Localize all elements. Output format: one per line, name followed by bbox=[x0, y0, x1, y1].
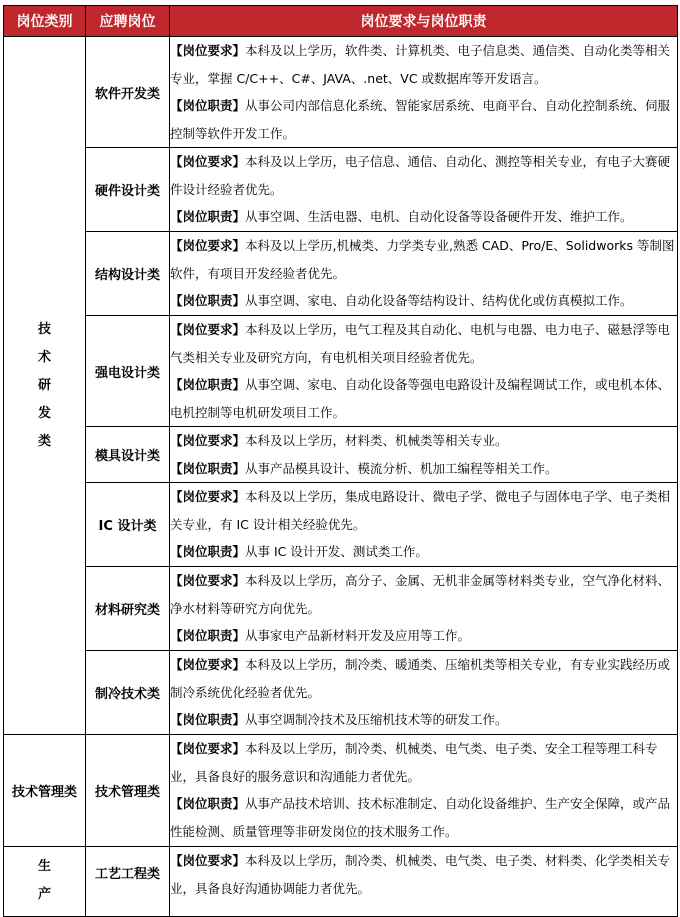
requirement-text: 【岗位要求】本科及以上学历，制冷类、暖通类、压缩机类等相关专业，有专业实践经历或制冷系统优化经验者优先。 bbox=[170, 657, 671, 700]
details-cell bbox=[170, 847, 678, 917]
category-cell bbox=[4, 847, 86, 917]
duty-tag: 【岗位职责】 bbox=[170, 628, 246, 643]
duty-text: 【岗位职责】从事空调、家电、自动化设备等强电电路设计及编程调试工作，或电机本体、电机控制等电机研发项目工作。 bbox=[170, 377, 671, 420]
duty-tag: 【岗位职责】 bbox=[170, 377, 246, 392]
header-details: 岗位要求与岗位职责 bbox=[170, 6, 678, 37]
requirement-text: 【岗位要求】本科及以上学历，软件类、计算机类、电子信息类、通信类、自动化类等相关专业，掌握 C/C++、C#、JAVA、.net、VC 或数据库等开发语言。 bbox=[170, 43, 671, 86]
duty-text: 【岗位职责】从事 IC 设计开发、测试类工作。 bbox=[170, 544, 428, 559]
duty-text: 【岗位职责】从事产品模具设计、模流分析、机加工编程等相关工作。 bbox=[170, 460, 558, 476]
details-cell bbox=[170, 427, 678, 483]
duty-tag: 【岗位职责】 bbox=[170, 209, 246, 224]
position-cell: 软件开发类 bbox=[86, 37, 170, 148]
category-label: 技术研发类 bbox=[37, 321, 51, 449]
duty-tag: 【岗位职责】 bbox=[170, 712, 246, 727]
details-cell bbox=[170, 735, 678, 847]
position-cell: 技术管理类 bbox=[86, 735, 170, 847]
requirement-tag: 【岗位要求】 bbox=[170, 322, 246, 337]
table-row bbox=[4, 148, 678, 232]
table-row bbox=[4, 37, 678, 148]
table-row bbox=[4, 567, 678, 651]
position-cell: 制冷技术类 bbox=[86, 651, 170, 735]
duty-tag: 【岗位职责】 bbox=[170, 544, 246, 559]
duty-text: 【岗位职责】从事家电产品新材料开发及应用等工作。 bbox=[170, 628, 471, 643]
details-cell bbox=[170, 148, 678, 232]
requirement-tag: 【岗位要求】 bbox=[170, 741, 246, 756]
duty-text: 【岗位职责】从事空调制冷技术及压缩机技术等的研发工作。 bbox=[170, 712, 508, 727]
position-cell: 强电设计类 bbox=[86, 316, 170, 427]
category-cell bbox=[4, 37, 86, 735]
duty-text: 【岗位职责】从事空调、家电、自动化设备等结构设计、结构优化或仿真模拟工作。 bbox=[170, 293, 633, 308]
table-header-row bbox=[4, 6, 678, 37]
duty-tag: 【岗位职责】 bbox=[170, 293, 246, 308]
details-cell bbox=[170, 316, 678, 427]
details-cell bbox=[170, 567, 678, 651]
position-cell: IC 设计类 bbox=[86, 483, 170, 567]
details-cell bbox=[170, 483, 678, 567]
details-cell bbox=[170, 37, 678, 148]
duty-tag: 【岗位职责】 bbox=[170, 796, 246, 811]
position-cell: 模具设计类 bbox=[86, 427, 170, 483]
position-cell: 结构设计类 bbox=[86, 232, 170, 316]
requirement-text: 【岗位要求】本科及以上学历，集成电路设计、微电子学、微电子与固体电子学、电子类相关专业，有 IC 设计相关经验优先。 bbox=[170, 489, 671, 532]
requirement-tag: 【岗位要求】 bbox=[170, 433, 246, 448]
category-label: 生产 bbox=[37, 859, 51, 902]
position-cell: 工艺工程类 bbox=[86, 847, 170, 917]
requirement-tag: 【岗位要求】 bbox=[170, 573, 246, 588]
job-table bbox=[3, 5, 678, 917]
table-row bbox=[4, 427, 678, 483]
position-cell: 材料研究类 bbox=[86, 567, 170, 651]
table-row bbox=[4, 316, 678, 427]
requirement-text: 【岗位要求】本科及以上学历,机械类、力学类专业,熟悉 CAD、Pro/E、Solidworks 等制图软件，有项目开发经验者优先。 bbox=[170, 238, 675, 281]
position-cell: 硬件设计类 bbox=[86, 148, 170, 232]
table-row bbox=[4, 232, 678, 316]
duty-text: 【岗位职责】从事公司内部信息化系统、智能家居系统、电商平台、自动化控制系统、伺服控制等软件开发工作。 bbox=[170, 98, 671, 141]
requirement-tag: 【岗位要求】 bbox=[170, 154, 246, 169]
requirement-tag: 【岗位要求】 bbox=[170, 657, 246, 672]
details-cell bbox=[170, 232, 678, 316]
header-position: 应聘岗位 bbox=[86, 6, 170, 37]
requirement-text: 【岗位要求】本科及以上学历，电子信息、通信、自动化、测控等相关专业，有电子大赛硬件设计经验者优先。 bbox=[170, 154, 671, 197]
header-category: 岗位类别 bbox=[4, 6, 86, 37]
requirement-tag: 【岗位要求】 bbox=[170, 489, 246, 504]
category-cell: 技术管理类 bbox=[4, 735, 86, 847]
requirement-tag: 【岗位要求】 bbox=[170, 853, 246, 868]
table-row bbox=[4, 651, 678, 735]
requirement-text: 【岗位要求】本科及以上学历，制冷类、机械类、电气类、电子类、材料类、化学类相关专业，具备良好沟通协调能力者优先。 bbox=[170, 853, 671, 896]
requirement-text: 【岗位要求】本科及以上学历，制冷类、机械类、电气类、电子类、安全工程等理工科专业，具备良好的服务意识和沟通能力者优先。 bbox=[170, 741, 658, 784]
details-cell bbox=[170, 651, 678, 735]
requirement-text: 【岗位要求】本科及以上学历，电气工程及其自动化、电机与电器、电力电子、磁悬浮等电气类相关专业及研究方向，有电机相关项目经验者优先。 bbox=[170, 322, 671, 365]
table-row bbox=[4, 735, 678, 847]
requirement-tag: 【岗位要求】 bbox=[170, 43, 246, 58]
duty-tag: 【岗位职责】 bbox=[170, 98, 246, 113]
requirement-text: 【岗位要求】本科及以上学历，高分子、金属、无机非金属等材料类专业，空气净化材料、净水材料等研究方向优先。 bbox=[170, 573, 671, 616]
table-row bbox=[4, 847, 678, 917]
requirement-tag: 【岗位要求】 bbox=[170, 238, 246, 253]
requirement-text: 【岗位要求】本科及以上学历，材料类、机械类等相关专业。 bbox=[170, 433, 508, 448]
duty-text: 【岗位职责】从事产品技术培训、技术标准制定、自动化设备维护、生产安全保障，或产品性能检测、质量管理等非研发岗位的技术服务工作。 bbox=[170, 796, 671, 839]
duty-text: 【岗位职责】从事空调、生活电器、电机、自动化设备等设备硬件开发、维护工作。 bbox=[170, 209, 633, 224]
table-row bbox=[4, 483, 678, 567]
duty-tag: 【岗位职责】 bbox=[170, 460, 246, 476]
